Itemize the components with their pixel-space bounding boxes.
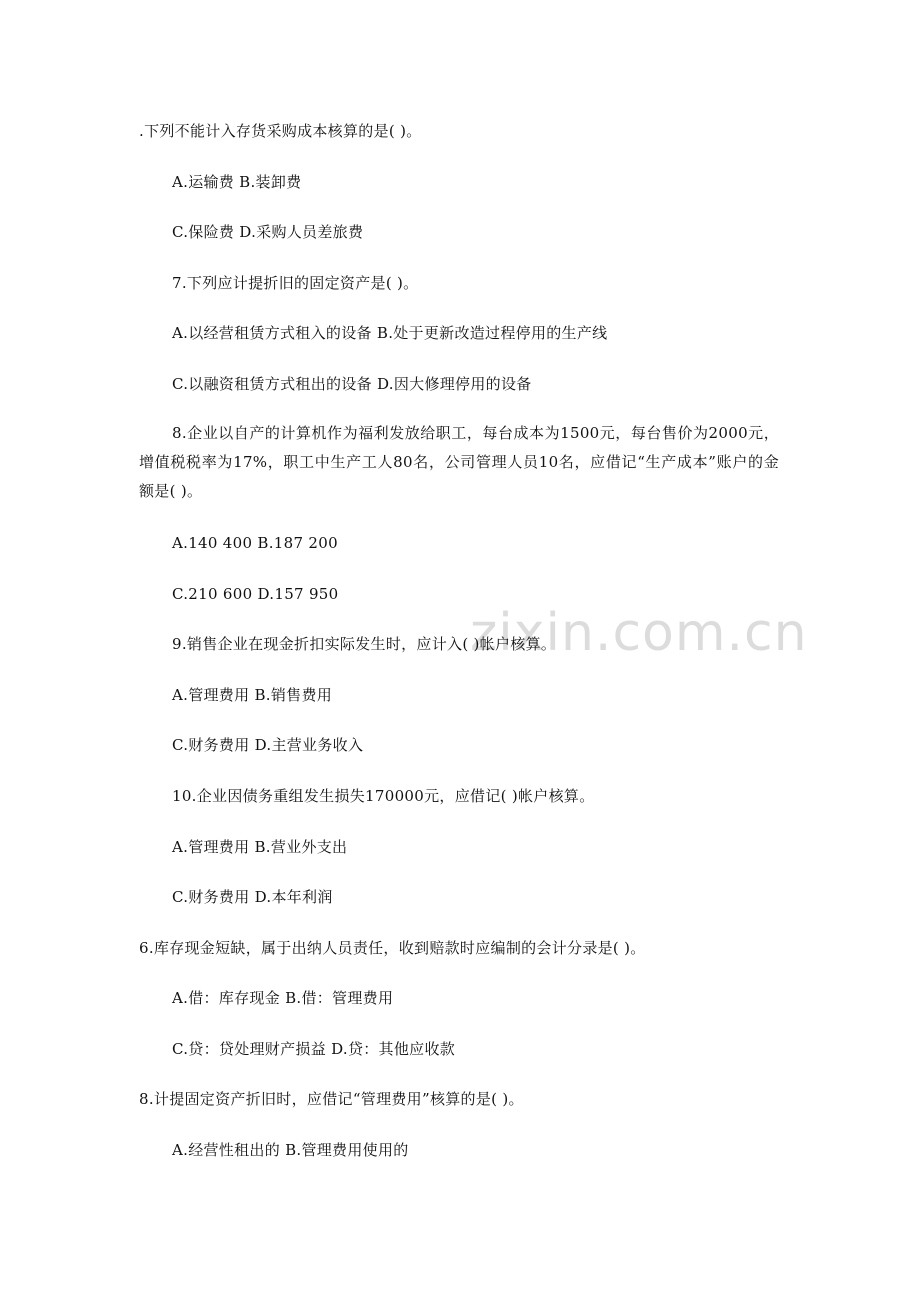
option-line: C.保险费 D.采购人员差旅费 xyxy=(172,223,364,241)
option-line: A.140 400 B.187 200 xyxy=(172,534,338,552)
question-7: 7.下列应计提折旧的固定资产是( )。 xyxy=(172,274,419,292)
option-line: C.财务费用 D.本年利润 xyxy=(172,888,333,906)
option-line: A.管理费用 B.销售费用 xyxy=(172,686,333,704)
option-line: A.管理费用 B.营业外支出 xyxy=(172,838,348,856)
option-line: C.贷：贷处理财产损益 D.贷：其他应收款 xyxy=(172,1040,456,1058)
question-6: 6.库存现金短缺，属于出纳人员责任，收到赔款时应编制的会计分录是( )。 xyxy=(139,939,646,957)
option-line: A.以经营租赁方式租入的设备 B.处于更新改造过程停用的生产线 xyxy=(172,324,608,342)
option-line: C.财务费用 D.主营业务收入 xyxy=(172,736,364,754)
option-line: C.以融资租赁方式租出的设备 D.因大修理停用的设备 xyxy=(172,375,532,393)
question-10: 10.企业因债务重组发生损失170000元，应借记( )帐户核算。 xyxy=(172,787,595,805)
option-line: A.借：库存现金 B.借：管理费用 xyxy=(172,989,394,1007)
option-line: A.经营性租出的 B.管理费用使用的 xyxy=(172,1141,409,1159)
question-9: 9.销售企业在现金折扣实际发生时，应计入( )帐户核算。 xyxy=(172,635,557,653)
option-line: A.运输费 B.装卸费 xyxy=(172,173,302,191)
question-blank: .下列不能计入存货采购成本核算的是( )。 xyxy=(139,122,422,140)
question-8: 8.企业以自产的计算机作为福利发放给职工，每台成本为1500元，每台售价为2000元，增值税税率为17%，职工中生产工人80名，公司管理人员10名，应借记“生产成本”账户的金额是( )。 xyxy=(139,424,779,500)
watermark: zixin.com.cn xyxy=(470,603,808,663)
option-line: C.210 600 D.157 950 xyxy=(172,585,339,603)
question-8-second: 8.计提固定资产折旧时，应借记“管理费用”核算的是( )。 xyxy=(139,1090,524,1108)
